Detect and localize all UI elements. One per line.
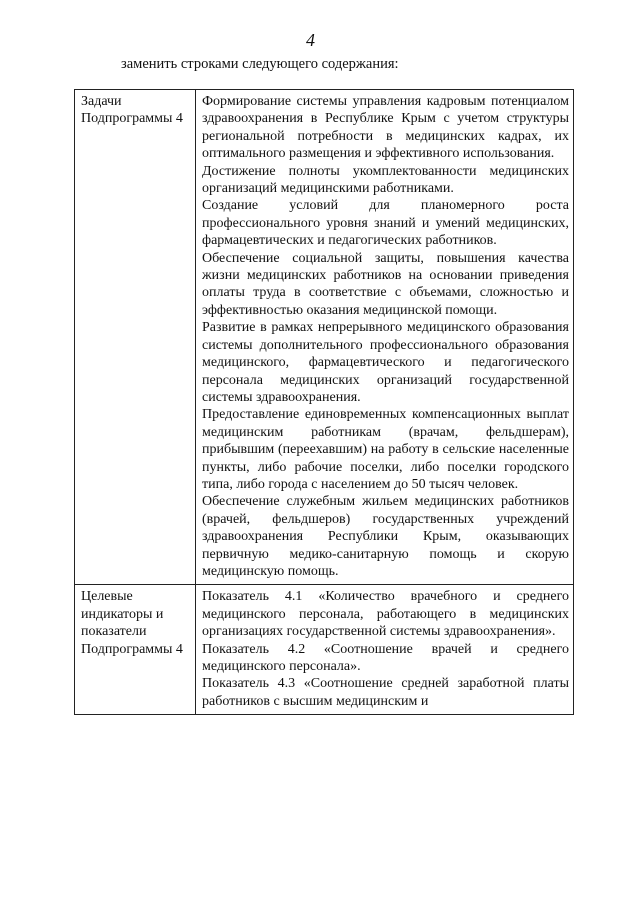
task-paragraph: Обеспечение служебным жильем медицинских работников (врачей, фельдшеров) государственных учреждений здравоохранения Республики Крым, оказывающих первичную медико-санитарную помощь и скорую медицинскую помощь.	[202, 494, 569, 579]
intro-text: заменить строками следующего содержания:	[121, 56, 399, 72]
task-paragraph: Обеспечение социальной защиты, повышения качества жизни медицинских работников на основании приведения оплаты труда в соответствие с объемами, сложностью и эффективностью оказания медицинской помощи.	[202, 250, 569, 318]
task-paragraph: Достижение полноты укомплектованности медицинских организаций медицинскими работниками.	[202, 163, 569, 197]
table-row-indicators	[75, 585, 574, 715]
task-paragraph: Формирование системы управления кадровым потенциалом здравоохранения в Республике Крым с учетом структуры региональной потребности в медицинских кадрах, их оптимального размещения и эффективного использования.	[202, 94, 569, 162]
indicator-paragraph: Показатель 4.3 «Соотношение средней заработной платы работников с высшим медицинским и	[202, 676, 569, 709]
page-number: 4	[306, 30, 315, 50]
program-table	[74, 89, 574, 715]
task-paragraph: Создание условий для планомерного роста профессионального уровня знаний и умений медицинских, фармацевтических и педагогических работников.	[202, 198, 569, 249]
indicator-paragraph: Показатель 4.2 «Соотношение врачей и среднего медицинского персонала».	[202, 641, 569, 674]
row-label-tasks: Задачи Подпрограммы 4	[75, 90, 196, 585]
task-paragraph: Развитие в рамках непрерывного медицинского образования системы дополнительного профессионального образования медицинского, фармацевтического и педагогического персонала медицинских организаций государственной системы здравоохранения.	[202, 320, 569, 405]
row-label-indicators: Целевые индикаторы и показатели Подпрограммы 4	[75, 585, 196, 715]
indicator-paragraph: Показатель 4.1 «Количество врачебного и среднего медицинского персонала, работающего в медицинских организациях государственной системы здравоохранения».	[202, 589, 569, 640]
task-paragraph: Предоставление единовременных компенсационных выплат медицинским работникам (врачам, фельдшерам), прибывшим (переехавшим) на работу в сельские населенные пункты, либо рабочие поселки, либо поселки городского типа, либо города с населением до 50 тысяч человек.	[202, 407, 569, 492]
row-content-tasks	[196, 90, 574, 585]
table-row-tasks	[75, 90, 574, 585]
row-content-indicators	[196, 585, 574, 715]
